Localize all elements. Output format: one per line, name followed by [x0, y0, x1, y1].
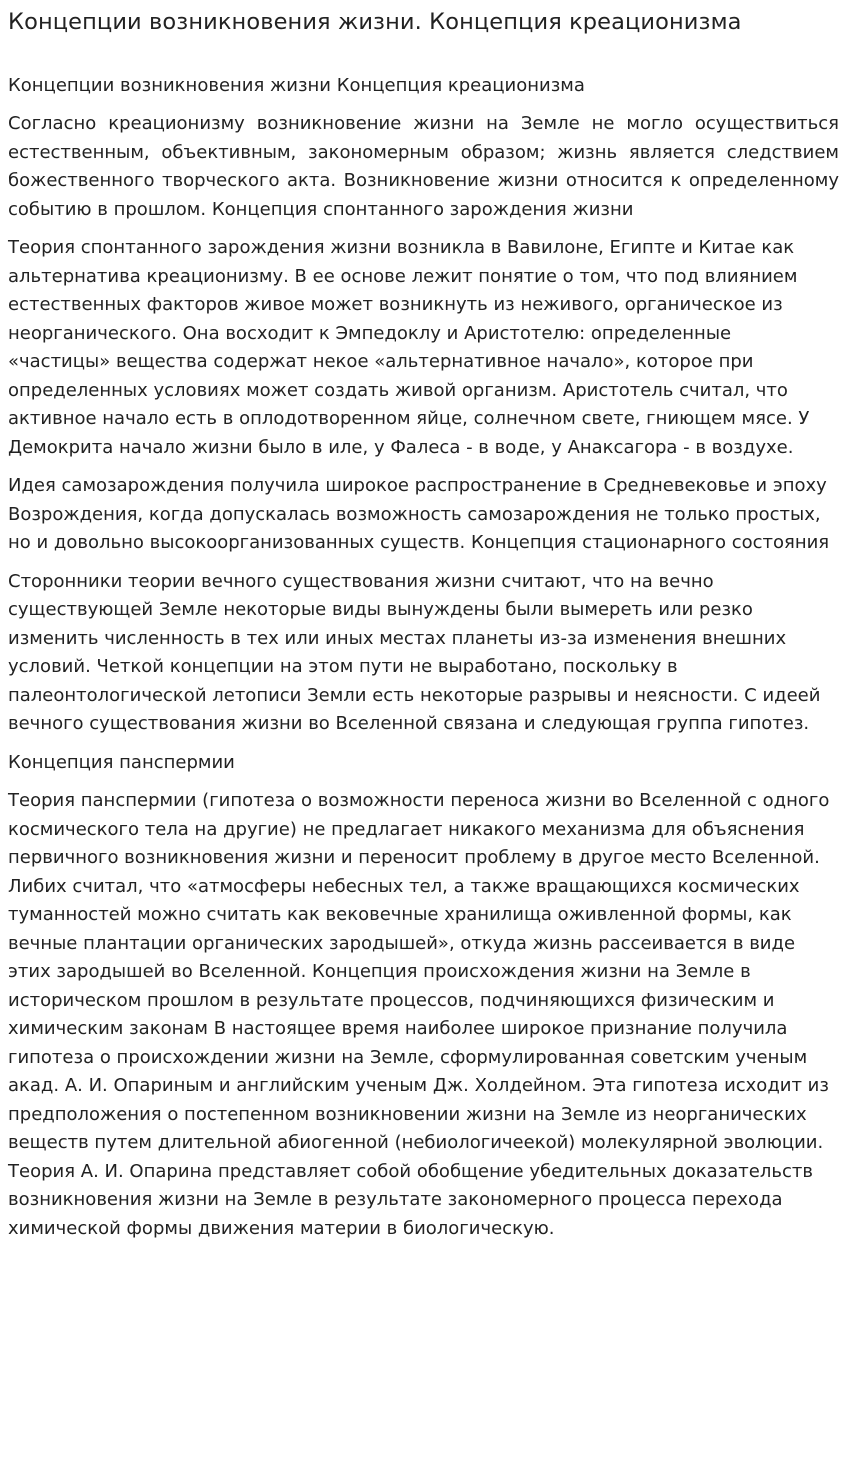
- article-subtitle: Концепции возникновения жизни Концепция креационизма: [8, 75, 585, 96]
- paragraph-steady-state: Сторонники теории вечного существования жизни считают, что на вечно существующей Земле некоторые виды вынуждены были вымереть или резко изменить численность в тех или иных местах планеты из-за изменения внешних условий. Четкой концепции на этом пути не выработано, поскольку в палеонтологической летописи Земли есть некоторые разрывы и неясности. С идеей вечного существования жизни во Вселенной связана и следующая группа гипотез.: [8, 570, 821, 734]
- paragraph-panspermia: Теория панспермии (гипотеза о возможности переноса жизни во Вселенной с одного космического тела на другие) не предлагает никакого механизма для объяснения первичного возникновения жизни и переносит проблему в другое место Вселенной. Либих считал, что «атмосферы небесных тел, а также вращающихся космических туманностей можно считать как вековечные хранилища оживленной формы, как вечные плантации органических зародышей», откуда жизнь рассеивается в виде этих зародышей во Вселенной. Концепция происхождения жизни на Земле в историческом прошлом в результате процессов, подчиняющихся физическим и химическим законам В настоящее время наиболее широкое признание получила гипотеза о происхождении жизни на Земле, сформулированная советским ученым акад. А. И. Опариным и английским ученым Дж. Холдейном. Эта гипотеза исходит из предположения о постепенном возникновении жизни на Земле из неорганических веществ путем длительной абиогенной (небиологичеекой) молекулярной эволюции. Теория А. И. Опарина представляет собой обобщение убедительных доказательств возникновения жизни на Земле в результате закономерного процесса перехода химической формы движения материи в биологическую.: [8, 790, 830, 1239]
- article: [0, 8, 847, 1243]
- section-heading-panspermia: Концепция панспермии: [8, 751, 235, 773]
- paragraph-middle-ages: Идея самозарождения получила широкое распространение в Средневековье и эпоху Возрождения, когда допускалась возможность самозарождения не только простых, но и довольно высокоорганизованных существ. Концепция стационарного состояния: [8, 475, 830, 553]
- paragraph-spontaneous-generation: Теория спонтанного зарождения жизни возникла в Вавилоне, Египте и Китае как альтернатива креационизму. В ее основе лежит понятие о том, что под влиянием естественных факторов живое может возникнуть из неживого, органическое из неорганического. Она восходит к Эмпедоклу и Аристотелю: определенные «частицы» вещества содержат некое «альтернативное начало», которое при определенных условиях может создать живой организм. Аристотель считал, что активное начало есть в оплодотворенном яйце, солнечном свете, гниющем мясе. У Демокрита начало жизни было в иле, у Фалеса - в воде, у Анаксагора - в воздухе.: [8, 237, 810, 458]
- page-title: Концепции возникновения жизни. Концепция креационизма: [8, 9, 742, 35]
- paragraph-creationism: Согласно креационизму возникновение жизни на Земле не могло осуществиться естественным, объективным, закономерным образом; жизнь является следствием божественного творческого акта. Возникновение жизни относится к определенному событию в прошлом. Концепция спонтанного зарождения жизни: [8, 113, 839, 220]
